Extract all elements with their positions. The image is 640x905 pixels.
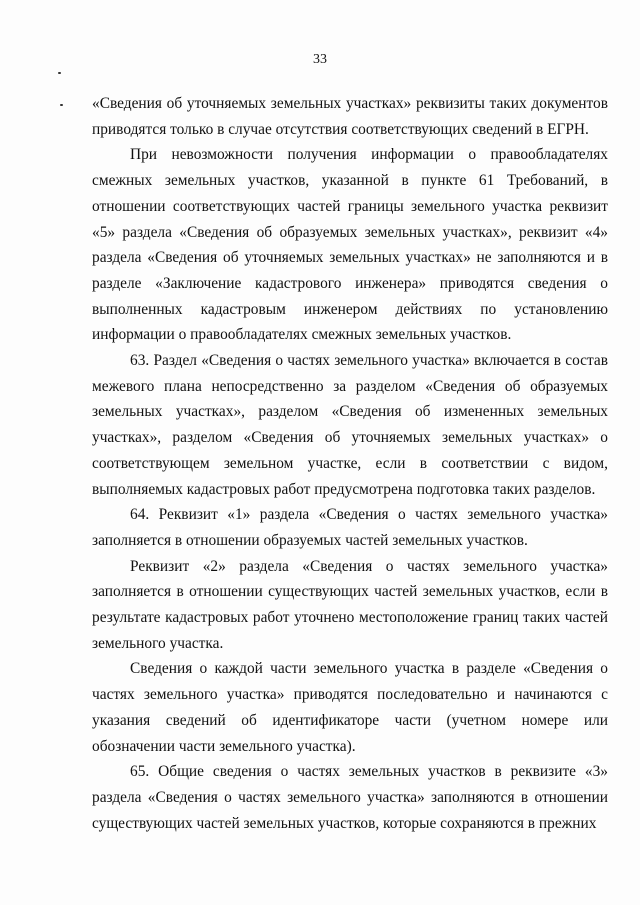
paragraph: Сведения о каждой части земельного участка в разделе «Сведения о частях земельного участка» приводятся последовательно и начинаются с указания сведений об идентификаторе части (учетном номере или обозначении части земельного участка). (92, 660, 608, 755)
page-number: 33 (313, 52, 327, 67)
body-text (92, 91, 608, 836)
paragraph: 64. Реквизит «1» раздела «Сведения о частях земельного участка» заполняется в отношении образуемых частей земельных участков. (92, 506, 608, 549)
paragraph: 63. Раздел «Сведения о частях земельного участка» включается в состав межевого плана непосредственно за разделом «Сведения об образуемых земельных участках», разделом «Сведения об измененных земельных участках», разделом «Сведения об уточняемых земельных участках» о соответствующем земельном участке, если в соответствии с видом, выполняемых кадастровых работ предусмотрена подготовка таких разделов. (92, 352, 608, 498)
scan-artifact (60, 104, 63, 106)
paragraph: Реквизит «2» раздела «Сведения о частях земельного участка» заполняется в отношении существующих частей земельных участков, если в результате кадастровых работ уточнено местоположение границ таких частей земельного участка. (92, 557, 608, 652)
scan-artifact (58, 72, 61, 74)
paragraph: 65. Общие сведения о частях земельных участков в реквизите «3» раздела «Сведения о частях земельного участка» заполняются в отношении существующих частей земельных участков, которые сохраняются в прежних (92, 763, 608, 832)
paragraph: «Сведения об уточняемых земельных участках» реквизиты таких документов приводятся только в случае отсутствия соответствующих сведений в ЕГРН. (92, 95, 608, 138)
paragraph: При невозможности получения информации о правообладателях смежных земельных участков, указанной в пункте 61 Требований, в отношении соответствующих частей границы земельного участка реквизит «5» раздела «Сведения об образуемых земельных участках», реквизит «4» раздела «Сведения об уточняемых земельных участках» не заполняются и в разделе «Заключение кадастрового инженера» приводятся сведения о выполненных кадастровым инженером действиях по установлению информации о правообладателях смежных земельных участков. (92, 146, 608, 344)
